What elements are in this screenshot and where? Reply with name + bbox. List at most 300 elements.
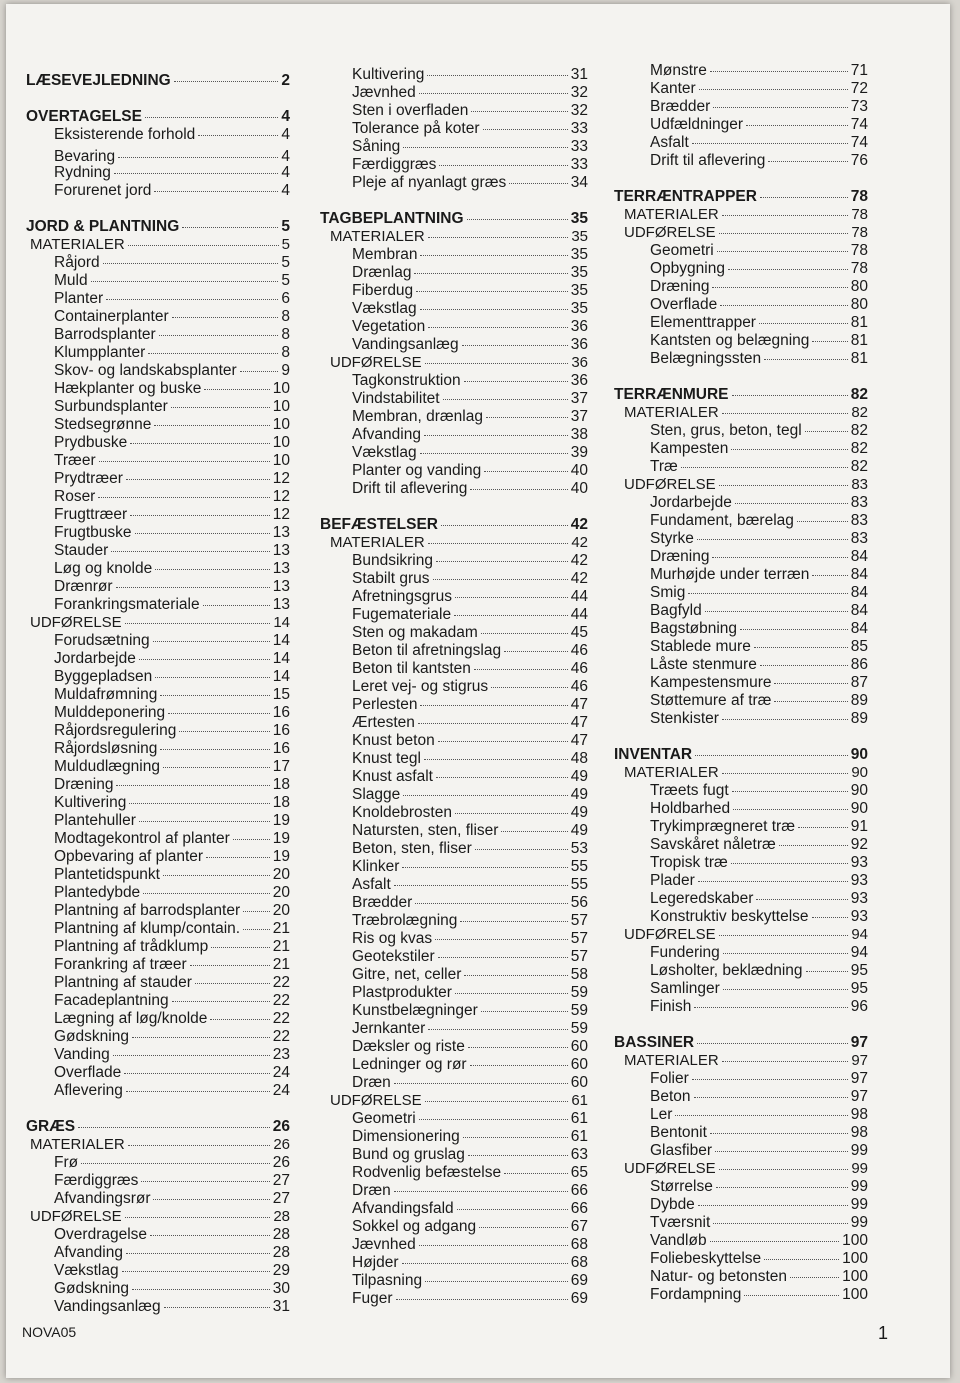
toc-entry-page-number: 28 — [273, 1208, 290, 1225]
toc-entry-label: UDFØRELSE — [624, 476, 716, 493]
toc-entry-udfoerelse — [330, 1092, 588, 1110]
dot-leader — [719, 485, 849, 486]
toc-entry-label: Fugemateriale — [352, 606, 452, 623]
dot-leader — [697, 1043, 848, 1044]
dot-leader — [118, 157, 278, 158]
toc-entry-page-number: 33 — [570, 138, 588, 155]
toc-entry-label: Planter — [54, 290, 104, 307]
dot-leader — [98, 497, 269, 498]
toc-entry-page-number: 71 — [850, 62, 868, 79]
footer-code: NOVA05 — [22, 1324, 77, 1340]
dot-leader — [243, 929, 270, 930]
dot-leader — [164, 1307, 270, 1308]
dot-leader — [130, 443, 270, 444]
toc-entry-label: Asfalt — [352, 876, 391, 893]
dot-leader — [454, 615, 568, 616]
dot-leader — [428, 237, 569, 238]
toc-entry-page-number: 2 — [281, 72, 290, 89]
dot-leader — [483, 129, 568, 130]
toc-entry-page-number: 47 — [570, 714, 588, 731]
dot-leader — [464, 975, 567, 976]
dot-leader — [723, 989, 848, 990]
toc-entry-raajordsloesning — [54, 740, 290, 758]
toc-entry-page-number: 46 — [570, 642, 588, 659]
dot-leader — [114, 173, 279, 174]
dot-leader — [719, 1169, 849, 1170]
dot-leader — [172, 317, 279, 318]
toc-entry-label: Roser — [54, 488, 96, 505]
dot-leader — [174, 81, 279, 82]
dot-leader — [812, 341, 847, 342]
toc-entry-page-number: 21 — [272, 956, 290, 973]
toc-entry-label: Styrke — [650, 530, 694, 547]
dot-leader — [424, 435, 568, 436]
toc-entry-label: Muldudlægning — [54, 758, 160, 775]
toc-entry-label: Smig — [650, 584, 686, 601]
toc-entry-page-number: 84 — [850, 620, 868, 637]
toc-entry-label: Perlesten — [352, 696, 418, 713]
dot-leader — [155, 677, 270, 678]
dot-leader — [474, 669, 568, 670]
toc-entry-page-number: 46 — [570, 678, 588, 695]
toc-entry-label: Tilpasning — [352, 1272, 423, 1289]
toc-entry-goedskning — [54, 1280, 290, 1298]
toc-entry-label: Plantning af klump/contain. — [54, 920, 241, 937]
toc-entry-plastprodukter — [352, 984, 588, 1002]
dot-leader — [479, 1227, 568, 1228]
dot-leader — [436, 777, 568, 778]
toc-entry-frugtbuske — [54, 524, 290, 542]
toc-entry-udfaeldninger — [650, 116, 868, 134]
toc-entry-page-number: 57 — [570, 948, 588, 965]
toc-entry-traeer — [54, 452, 290, 470]
dot-leader — [713, 107, 847, 108]
toc-entry-page-number: 32 — [570, 84, 588, 101]
dot-leader — [428, 543, 569, 544]
toc-entry-jordarbejde — [54, 650, 290, 668]
toc-entry-label: Ler — [650, 1106, 673, 1123]
toc-entry-page-number: 12 — [272, 506, 290, 523]
toc-entry-label: UDFØRELSE — [30, 614, 122, 631]
toc-entry-page-number: 81 — [850, 332, 868, 349]
toc-entry-page-number: 23 — [272, 1046, 290, 1063]
toc-entry-page-number: 81 — [850, 350, 868, 367]
toc-entry-murhoejde-under-terraen — [650, 566, 868, 584]
toc-entry-label: Færdiggræs — [54, 1172, 139, 1189]
toc-entry-loesholter-beklaedning — [650, 962, 868, 980]
dot-leader — [768, 161, 847, 162]
toc-entry-overflade — [650, 296, 868, 314]
toc-entry-label: Frugtbuske — [54, 524, 132, 541]
toc-entry-label: Råjordsregulering — [54, 722, 177, 739]
toc-entry-belaegningssten — [650, 350, 868, 368]
toc-entry-label: Finish — [650, 998, 692, 1015]
dot-leader — [203, 605, 270, 606]
toc-entry-kantsten-og-belaegning — [650, 332, 868, 350]
toc-entry-beton — [650, 1088, 868, 1106]
toc-entry-bassiner — [614, 1034, 868, 1052]
toc-entry-haekplanter-og-buske — [54, 380, 290, 398]
dot-leader — [455, 993, 568, 994]
toc-entry-page-number: 68 — [570, 1254, 588, 1271]
toc-entry-page-number: 87 — [850, 674, 868, 691]
toc-entry-sten-grus-beton-tegl — [650, 422, 868, 440]
toc-entry-label: Beton til afretningslag — [352, 642, 502, 659]
dot-leader — [195, 983, 270, 984]
toc-entry-label: Kampesten — [650, 440, 729, 457]
dot-leader — [774, 701, 847, 702]
toc-entry-label: MATERIALER — [330, 228, 425, 245]
toc-entry-udfoerelse — [330, 354, 588, 372]
dot-leader — [425, 363, 569, 364]
toc-entry-roser — [54, 488, 290, 506]
toc-entry-foliebeskyttelse — [650, 1250, 868, 1268]
toc-entry-label: Kanter — [650, 80, 696, 97]
toc-entry-label: Mulddeponering — [54, 704, 166, 721]
toc-entry-vandingsanlaeg — [54, 1298, 290, 1316]
dot-leader — [475, 849, 568, 850]
toc-entry-page-number: 42 — [571, 534, 588, 551]
dot-leader — [722, 1061, 849, 1062]
toc-entry-label: Samlinger — [650, 980, 720, 997]
toc-entry-forudsaetning — [54, 632, 290, 650]
toc-entry-page-number: 78 — [851, 224, 868, 241]
toc-entry-page-number: 90 — [850, 782, 868, 799]
toc-entry-tvaersnit — [650, 1214, 868, 1232]
dot-leader — [441, 525, 568, 526]
dot-leader — [504, 1173, 568, 1174]
toc-entry-page-number: 16 — [272, 740, 290, 757]
toc-entry-label: INVENTAR — [614, 746, 693, 763]
toc-entry-label: Geotekstiler — [352, 948, 435, 965]
toc-entry-page-number: 33 — [570, 120, 588, 137]
dot-leader — [438, 741, 568, 742]
toc-entry-label: Vanding — [54, 1046, 110, 1063]
dot-leader — [436, 561, 568, 562]
toc-entry-page-number: 18 — [272, 776, 290, 793]
dot-leader — [723, 953, 848, 954]
toc-entry-page-number: 76 — [850, 152, 868, 169]
toc-entry-label: Vandingsanlæg — [54, 1298, 161, 1315]
toc-entry-label: Natur- og betonsten — [650, 1268, 788, 1285]
toc-entry-label: Løsholter, beklædning — [650, 962, 803, 979]
toc-entry-legeredskaber — [650, 890, 868, 908]
toc-entry-page-number: 65 — [570, 1164, 588, 1181]
toc-entry-label: Knoldebrosten — [352, 804, 452, 821]
toc-entry-klinker — [352, 858, 588, 876]
toc-entry-label: Mønstre — [650, 62, 707, 79]
toc-entry-label: Jernkanter — [352, 1020, 426, 1037]
toc-entry-page-number: 32 — [570, 102, 588, 119]
dot-leader — [764, 1259, 839, 1260]
toc-entry-label: Elementtrapper — [650, 314, 756, 331]
toc-entry-page-number: 28 — [272, 1244, 290, 1261]
dot-leader — [182, 227, 278, 228]
dot-leader — [129, 803, 269, 804]
dot-leader — [433, 579, 568, 580]
dot-leader — [103, 263, 279, 264]
toc-entry-page-number: 84 — [850, 548, 868, 565]
dot-leader — [806, 971, 848, 972]
toc-entry-daeksler-og-riste — [352, 1038, 588, 1056]
toc-entry-knust-beton — [352, 732, 588, 750]
toc-entry-label: Bagstøbning — [650, 620, 738, 637]
toc-entry-page-number: 69 — [570, 1272, 588, 1289]
toc-entry-plantehuller — [54, 812, 290, 830]
toc-entry-label: Vandløb — [650, 1232, 707, 1249]
toc-entry-label: Brædder — [352, 894, 413, 911]
toc-entry-page-number: 96 — [850, 998, 868, 1015]
dot-leader — [463, 1137, 568, 1138]
toc-entry-folier — [650, 1070, 868, 1088]
toc-entry-faerdiggraes — [352, 156, 588, 174]
dot-leader — [160, 749, 269, 750]
dot-leader — [402, 867, 567, 868]
toc-entry-label: Aflevering — [54, 1082, 123, 1099]
toc-entry-styrke — [650, 530, 868, 548]
toc-entry-label: OVERTAGELSE — [26, 108, 142, 125]
toc-entry-label: Plantetidspunkt — [54, 866, 160, 883]
toc-entry-page-number: 15 — [272, 686, 290, 703]
toc-entry-page-number: 55 — [570, 858, 588, 875]
dot-leader — [153, 641, 270, 642]
dot-leader — [396, 1299, 568, 1300]
toc-entry-afvandingsfald — [352, 1200, 588, 1218]
toc-entry-page-number: 42 — [570, 570, 588, 587]
toc-entry-page-number: 98 — [850, 1124, 868, 1141]
dot-leader — [428, 1029, 568, 1030]
dot-leader — [148, 353, 278, 354]
dot-leader — [710, 71, 848, 72]
toc-entry-page-number: 38 — [570, 426, 588, 443]
toc-entry-label: Plantning af trådklump — [54, 938, 209, 955]
dot-leader — [91, 281, 279, 282]
dot-leader — [154, 191, 278, 192]
toc-entry-froe — [54, 1154, 290, 1172]
toc-entry-label: MATERIALER — [30, 236, 125, 253]
toc-entry-label: Facadeplantning — [54, 992, 169, 1009]
dot-leader — [126, 1253, 270, 1254]
toc-entry-gitre-net-celler — [352, 966, 588, 984]
toc-entry-fugemateriale — [352, 606, 588, 624]
toc-entry-page-number: 80 — [850, 296, 868, 313]
dot-leader — [419, 93, 568, 94]
document-page — [6, 4, 950, 1378]
toc-entry-tagbeplantning — [320, 210, 588, 228]
toc-entry-ledninger-og-roer — [352, 1056, 588, 1074]
toc-entry-label: UDFØRELSE — [330, 354, 422, 371]
toc-entry-udfoerelse — [624, 476, 868, 494]
toc-entry-page-number: 28 — [272, 1226, 290, 1243]
toc-entry-stauder — [54, 542, 290, 560]
toc-entry-savskaaret-naaletrae — [650, 836, 868, 854]
toc-entry-page-number: 34 — [570, 174, 588, 191]
dot-leader — [125, 1217, 271, 1218]
toc-entry-label: UDFØRELSE — [624, 926, 716, 943]
toc-entry-page-number: 78 — [850, 188, 868, 205]
toc-entry-page-number: 5 — [281, 236, 290, 253]
toc-entry-label: Låste stenmure — [650, 656, 757, 673]
toc-entry-draen — [352, 1182, 588, 1200]
dot-leader — [106, 299, 278, 300]
toc-entry-raajord — [54, 254, 290, 272]
toc-entry-label: Kampestensmure — [650, 674, 772, 691]
dot-leader — [760, 197, 848, 198]
toc-entry-beton-til-afretningslag — [352, 642, 588, 660]
toc-entry-page-number: 36 — [571, 354, 588, 371]
dot-leader — [716, 1187, 848, 1188]
toc-entry-materialer — [30, 236, 290, 254]
toc-entry-label: Stauder — [54, 542, 109, 559]
toc-entry-label: Leret vej- og stigrus — [352, 678, 489, 695]
toc-entry-pleje-af-nyanlagt-graes — [352, 174, 588, 192]
toc-entry-label: MATERIALER — [30, 1136, 125, 1153]
toc-entry-stablede-mure — [650, 638, 868, 656]
toc-entry-jord-og-plantning — [26, 218, 290, 236]
dot-leader — [124, 1073, 270, 1074]
toc-entry-page-number: 82 — [850, 458, 868, 475]
toc-entry-page-number: 13 — [272, 542, 290, 559]
toc-entry-page-number: 58 — [570, 966, 588, 983]
toc-entry-page-number: 99 — [850, 1196, 868, 1213]
toc-entry-page-number: 97 — [850, 1088, 868, 1105]
toc-entry-label: Forurenet jord — [54, 182, 152, 199]
toc-entry-page-number: 49 — [570, 822, 588, 839]
toc-entry-jaevnhed — [352, 84, 588, 102]
toc-entry-page-number: 20 — [272, 884, 290, 901]
toc-entry-moenstre — [650, 62, 868, 80]
toc-entry-page-number: 82 — [850, 422, 868, 439]
toc-entry-bund-og-gruslag — [352, 1146, 588, 1164]
toc-entry-label: Pleje af nyanlagt græs — [352, 174, 507, 191]
toc-entry-label: MATERIALER — [624, 1052, 719, 1069]
toc-entry-label: Tolerance på koter — [352, 120, 480, 137]
dot-leader — [198, 135, 278, 136]
toc-entry-rydning — [54, 164, 290, 182]
dot-leader — [116, 587, 270, 588]
toc-entry-label: Højder — [352, 1254, 399, 1271]
dot-leader — [139, 821, 270, 822]
toc-entry-label: Gødskning — [54, 1280, 129, 1297]
toc-entry-label: Fundament, bærelag — [650, 512, 794, 529]
toc-entry-page-number: 99 — [850, 1142, 868, 1159]
dot-leader — [732, 395, 848, 396]
toc-entry-membran-draenlag — [352, 408, 588, 426]
toc-entry-kanter — [650, 80, 868, 98]
toc-entry-fiberdug — [352, 282, 588, 300]
toc-entry-materialer — [624, 764, 868, 782]
toc-entry-membran — [352, 246, 588, 264]
dot-leader — [731, 863, 848, 864]
dot-leader — [172, 1001, 270, 1002]
toc-entry-label: Træer — [54, 452, 96, 469]
toc-entry-page-number: 18 — [272, 794, 290, 811]
dot-leader — [692, 143, 848, 144]
toc-entry-label: Bevaring — [54, 148, 116, 165]
toc-entry-page-number: 89 — [850, 710, 868, 727]
toc-entry-page-number: 60 — [570, 1074, 588, 1091]
toc-entry-tilpasning — [352, 1272, 588, 1290]
toc-entry-materialer — [330, 228, 588, 246]
toc-entry-label: Tværsnit — [650, 1214, 711, 1231]
toc-entry-label: Træbrolægning — [352, 912, 458, 929]
toc-entry-label: Byggepladsen — [54, 668, 153, 685]
toc-entry-label: Frugttræer — [54, 506, 128, 523]
toc-entry-label: Murhøjde under terræn — [650, 566, 810, 583]
toc-entry-geometri — [352, 1110, 588, 1128]
toc-entry-prydbuske — [54, 434, 290, 452]
toc-entry-page-number: 99 — [850, 1178, 868, 1195]
toc-entry-label: Jordarbejde — [54, 650, 136, 667]
toc-entry-braedder — [352, 894, 588, 912]
dot-leader — [754, 647, 848, 648]
toc-entry-page-number: 6 — [281, 290, 290, 307]
toc-entry-aertesten — [352, 714, 588, 732]
dot-leader — [464, 381, 568, 382]
toc-entry-page-number: 49 — [570, 786, 588, 803]
toc-entry-udfoerelse — [624, 926, 868, 944]
toc-entry-plantning-af-klump-contain — [54, 920, 290, 938]
toc-entry-page-number: 20 — [272, 902, 290, 919]
dot-leader — [468, 1155, 568, 1156]
toc-entry-draenroer — [54, 578, 290, 596]
dot-leader — [746, 125, 848, 126]
toc-entry-terraentrapper — [614, 188, 868, 206]
dot-leader — [481, 1011, 568, 1012]
dot-leader — [403, 147, 567, 148]
toc-entry-page-number: 21 — [272, 920, 290, 937]
toc-entry-label: Gitre, net, celler — [352, 966, 462, 983]
toc-entry-label: Løg og knolde — [54, 560, 153, 577]
toc-entry-page-number: 74 — [850, 134, 868, 151]
dot-leader — [681, 467, 848, 468]
toc-entry-page-number: 35 — [571, 228, 588, 245]
toc-entry-label: Geometri — [352, 1110, 416, 1127]
toc-entry-page-number: 57 — [570, 930, 588, 947]
toc-entry-forankring-af-traeer — [54, 956, 290, 974]
toc-entry-label: Fundering — [650, 944, 720, 961]
toc-entry-page-number: 35 — [570, 246, 588, 263]
dot-leader — [756, 899, 847, 900]
toc-entry-label: Modtagekontrol af planter — [54, 830, 230, 847]
toc-entry-muldafroemning — [54, 686, 290, 704]
toc-entry-natur-og-betonsten — [650, 1268, 868, 1286]
toc-entry-label: Knust tegl — [352, 750, 421, 767]
toc-entry-label: Muld — [54, 272, 88, 289]
dot-leader — [698, 1205, 848, 1206]
toc-entry-traeets-fugt — [650, 782, 868, 800]
toc-entry-kunstbelaegninger — [352, 1002, 588, 1020]
toc-entry-label: Drænlag — [352, 264, 412, 281]
dot-leader — [427, 75, 567, 76]
toc-entry-page-number: 37 — [570, 408, 588, 425]
toc-entry-label: Sten, grus, beton, tegl — [650, 422, 802, 439]
toc-entry-page-number: 24 — [272, 1082, 290, 1099]
toc-entry-page-number: 57 — [570, 912, 588, 929]
toc-entry-forankringsmateriale — [54, 596, 290, 614]
toc-entry-label: Dræn — [352, 1182, 391, 1199]
toc-entry-inventar — [614, 746, 868, 764]
dot-leader — [484, 471, 567, 472]
toc-entry-ler — [650, 1106, 868, 1124]
toc-entry-page-number: 86 — [850, 656, 868, 673]
toc-entry-draening — [650, 278, 868, 296]
toc-entry-page-number: 10 — [272, 398, 290, 415]
toc-entry-befaestelser — [320, 516, 588, 534]
dot-leader — [419, 1119, 568, 1120]
toc-entry-label: Sten og makadam — [352, 624, 478, 641]
toc-entry-stenkister — [650, 710, 868, 728]
